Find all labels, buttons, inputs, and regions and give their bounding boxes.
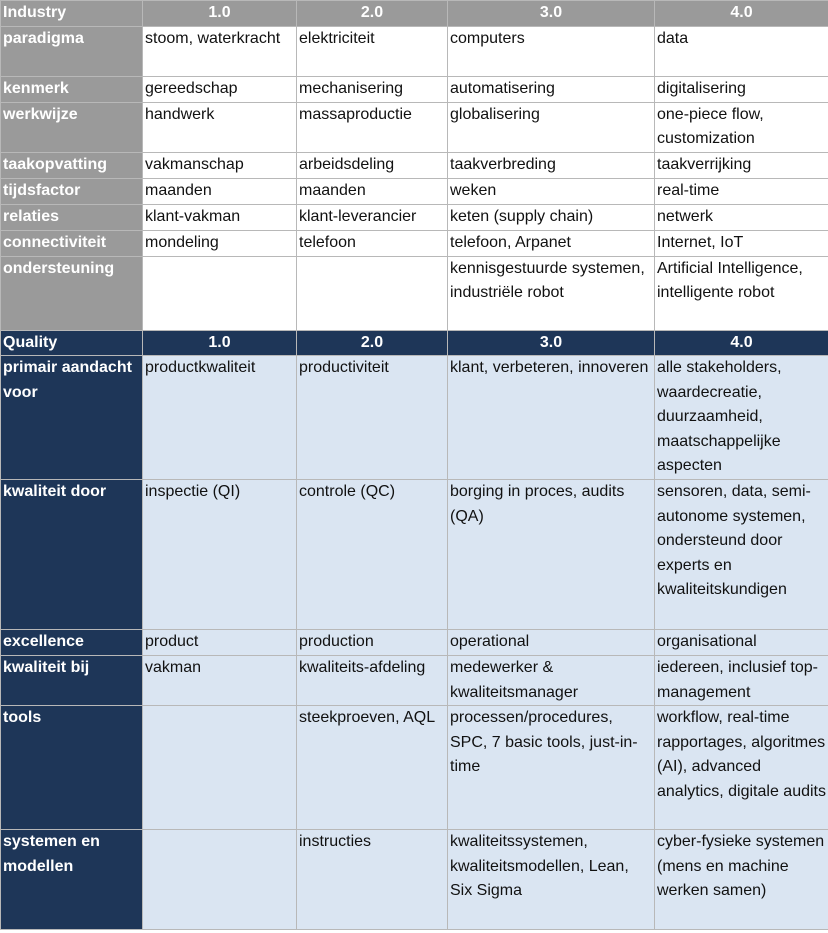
table-cell: controle (QC) [297, 480, 448, 630]
row-label: kwaliteit bij [1, 656, 143, 706]
table-cell: one-piece flow, customization [655, 102, 828, 152]
table-row [1, 706, 828, 830]
row-label: systemen en modellen [1, 830, 143, 930]
row-label: tijdsfactor [1, 178, 143, 204]
table-cell: workflow, real-time rapportages, algoritmes (AI), advanced analytics, digitale audits [655, 706, 828, 830]
table-row [1, 230, 828, 256]
header-cell: 2.0 [297, 330, 448, 356]
header-cell: 3.0 [448, 1, 655, 27]
header-cell: 4.0 [655, 330, 828, 356]
table-cell: keten (supply chain) [448, 204, 655, 230]
table-cell: klant-vakman [143, 204, 297, 230]
table-row [1, 830, 828, 930]
table-cell: kennisgestuurde systemen, industriële robot [448, 256, 655, 330]
table-cell: Internet, IoT [655, 230, 828, 256]
table-cell: kwaliteitssystemen, kwaliteitsmodellen, Lean, Six Sigma [448, 830, 655, 930]
table-cell: mondeling [143, 230, 297, 256]
table-cell: iedereen, inclusief top-management [655, 656, 828, 706]
table-cell: maanden [297, 178, 448, 204]
table-cell: borging in proces, audits (QA) [448, 480, 655, 630]
header-cell: Industry [1, 1, 143, 27]
row-label: werkwijze [1, 102, 143, 152]
table-cell: productkwaliteit [143, 356, 297, 480]
table-cell: mechanisering [297, 76, 448, 102]
row-label: ondersteuning [1, 256, 143, 330]
table-cell: computers [448, 26, 655, 76]
table-row [1, 480, 828, 630]
row-label: connectiviteit [1, 230, 143, 256]
row-label: tools [1, 706, 143, 830]
table-cell: processen/procedures, SPC, 7 basic tools, just-in-time [448, 706, 655, 830]
table-cell: stoom, waterkracht [143, 26, 297, 76]
table-cell: taakverrijking [655, 152, 828, 178]
row-label: primair aandacht voor [1, 356, 143, 480]
industry-header-row [1, 1, 828, 27]
table-cell: massaproductie [297, 102, 448, 152]
row-label: excellence [1, 630, 143, 656]
table-row [1, 630, 828, 656]
table-cell [297, 256, 448, 330]
table-row [1, 102, 828, 152]
table-cell: handwerk [143, 102, 297, 152]
table-cell: vakman [143, 656, 297, 706]
table-cell: arbeidsdeling [297, 152, 448, 178]
table-row [1, 178, 828, 204]
table-cell: instructies [297, 830, 448, 930]
table-cell: production [297, 630, 448, 656]
table-cell: klant, verbeteren, innoveren [448, 356, 655, 480]
table-cell: operational [448, 630, 655, 656]
header-cell: 3.0 [448, 330, 655, 356]
table-row [1, 204, 828, 230]
table-cell: alle stakeholders, waardecreatie, duurzaamheid, maatschappelijke aspecten [655, 356, 828, 480]
table-cell: maanden [143, 178, 297, 204]
table-row [1, 152, 828, 178]
table-row [1, 656, 828, 706]
table-cell: data [655, 26, 828, 76]
row-label: kenmerk [1, 76, 143, 102]
table-cell: inspectie (QI) [143, 480, 297, 630]
row-label: relaties [1, 204, 143, 230]
header-cell: 2.0 [297, 1, 448, 27]
table-cell: organisational [655, 630, 828, 656]
table-row [1, 356, 828, 480]
table-cell: globalisering [448, 102, 655, 152]
table-row [1, 26, 828, 76]
header-cell: 4.0 [655, 1, 828, 27]
quality-header-row [1, 330, 828, 356]
table-cell: cyber-fysieke systemen (mens en machine werken samen) [655, 830, 828, 930]
table-cell: Artificial Intelligence, intelligente robot [655, 256, 828, 330]
table-cell: telefoon, Arpanet [448, 230, 655, 256]
table-cell: elektriciteit [297, 26, 448, 76]
table-cell [143, 256, 297, 330]
table-cell: medewerker & kwaliteitsmanager [448, 656, 655, 706]
table-cell: productiviteit [297, 356, 448, 480]
table-cell: gereedschap [143, 76, 297, 102]
table-row [1, 256, 828, 330]
table-cell: telefoon [297, 230, 448, 256]
table-cell: netwerk [655, 204, 828, 230]
table-cell: sensoren, data, semi-autonome systemen, ondersteund door experts en kwaliteitskundigen [655, 480, 828, 630]
table-cell: digitalisering [655, 76, 828, 102]
row-label: paradigma [1, 26, 143, 76]
table-cell: weken [448, 178, 655, 204]
table-cell: klant-leverancier [297, 204, 448, 230]
header-cell: 1.0 [143, 1, 297, 27]
table-cell [143, 706, 297, 830]
header-cell: Quality [1, 330, 143, 356]
table-cell: real-time [655, 178, 828, 204]
table-row [1, 76, 828, 102]
table-cell: automatisering [448, 76, 655, 102]
header-cell: 1.0 [143, 330, 297, 356]
table-cell: kwaliteits-afdeling [297, 656, 448, 706]
table-cell: steekproeven, AQL [297, 706, 448, 830]
row-label: kwaliteit door [1, 480, 143, 630]
table-cell: vakmanschap [143, 152, 297, 178]
table-cell [143, 830, 297, 930]
table-cell: taakverbreding [448, 152, 655, 178]
table-cell: product [143, 630, 297, 656]
row-label: taakopvatting [1, 152, 143, 178]
